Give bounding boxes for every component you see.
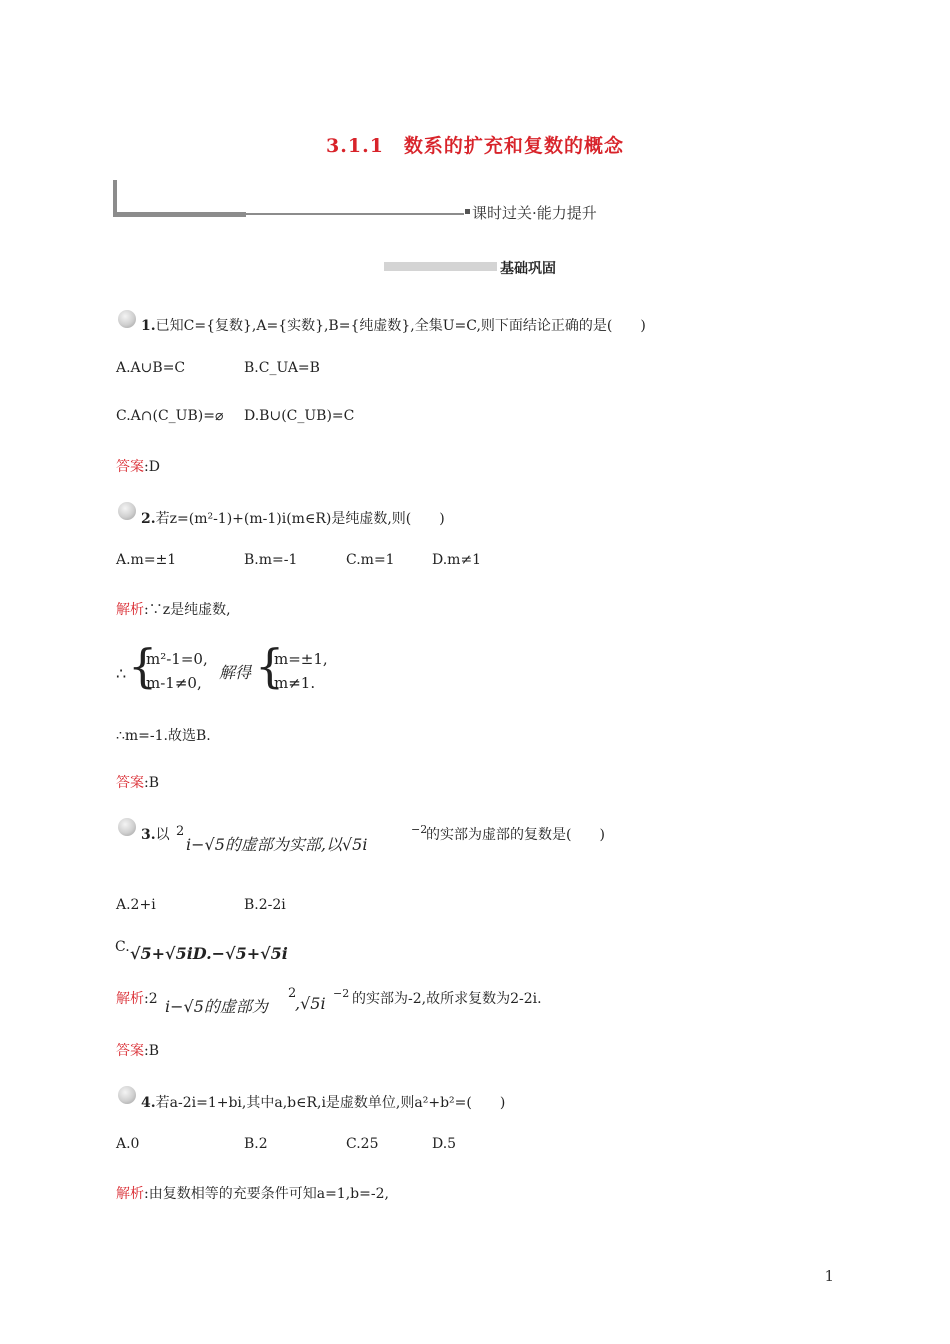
analysis-label: 解析 [116, 991, 144, 1007]
stem-post: 的实部为虚部的复数是( ) [426, 827, 605, 843]
answer-value: :B [144, 775, 160, 791]
analysis-post: 的实部为-2,故所求复数为2-2i. [352, 991, 542, 1007]
question-number: 2. [141, 511, 156, 527]
analysis-pre: :2 [144, 991, 158, 1007]
option-c: C.A∩(C_UB)=⌀ [116, 408, 224, 424]
left-brace: { [128, 639, 158, 693]
option-a: A.A∪B=C [116, 360, 186, 376]
option-c: C.25 [346, 1136, 379, 1152]
solve-word: 解得 [219, 663, 252, 682]
section-rule-thick [113, 212, 246, 217]
question-number: 1. [141, 318, 156, 334]
analysis-label: 解析 [116, 602, 144, 618]
page-title: 3.1.1 数系的扩充和复数的概念 [326, 135, 624, 157]
answer-line [116, 1040, 159, 1060]
analysis-math-2: ,√5i [295, 994, 326, 1013]
analysis-conclusion: ∴m=-1.故选B. [116, 728, 211, 744]
question-bullet-icon [118, 502, 136, 520]
option-a: A.0 [116, 1136, 140, 1152]
option-a: A.m=±1 [116, 552, 177, 568]
stem-math: i−√5的虚部为实部,以√5i [186, 835, 368, 854]
analysis-label: 解析 [116, 1186, 144, 1202]
analysis-text: :∵z是纯虚数, [144, 602, 231, 618]
analysis-math: i−√5的虚部为 [165, 997, 268, 1016]
question-1 [141, 315, 646, 335]
question-number: 3. [141, 827, 156, 843]
subsection-label: 基础巩固 [500, 261, 556, 277]
stem-exponent: −2 [411, 823, 428, 836]
system-right-1: m=±1, [274, 650, 328, 668]
answer-value: :B [144, 1043, 160, 1059]
system-right-2: m≠1. [274, 674, 316, 692]
analysis-num: 2 [288, 986, 297, 1001]
option-b: B.2-2i [244, 897, 286, 913]
analysis-text: :由复数相等的充要条件可知a=1,b=-2, [144, 1186, 389, 1202]
analysis-exponent: −2 [333, 987, 350, 1000]
section-square-icon [465, 209, 470, 214]
stem-pre: 以 [155, 827, 170, 843]
option-a: A.2+i [116, 897, 156, 913]
answer-value: :D [144, 459, 160, 475]
question-stem: 若z=(m²-1)+(m-1)i(m∈R)是纯虚数,则( ) [155, 511, 445, 527]
answer-label: 答案 [116, 459, 144, 475]
analysis-line [116, 1183, 389, 1203]
therefore-symbol: ∴ [116, 664, 127, 683]
analysis-line [116, 988, 158, 1008]
section-rule-vertical [113, 180, 117, 216]
option-c-prefix: C. [115, 939, 130, 955]
subsection-bar [384, 262, 497, 271]
answer-label: 答案 [116, 775, 144, 791]
answer-label: 答案 [116, 1043, 144, 1059]
option-d: D.B∪(C_UB)=C [244, 408, 355, 424]
option-d: D.5 [432, 1136, 457, 1152]
question-number: 4. [141, 1095, 156, 1111]
option-cd-math: √5+√5iD.−√5+√5i [130, 944, 288, 963]
option-b: B.C_UA=B [244, 360, 320, 376]
option-b: B.2 [244, 1136, 268, 1152]
question-stem: 若a-2i=1+bi,其中a,b∈R,i是虚数单位,则a²+b²=( ) [155, 1095, 506, 1111]
stem-num: 2 [176, 824, 185, 839]
question-bullet-icon [118, 1086, 136, 1104]
right-brace: { [255, 639, 285, 693]
question-4 [141, 1092, 505, 1112]
question-bullet-icon [118, 310, 136, 328]
analysis-line [116, 599, 231, 619]
question-2 [141, 508, 445, 528]
question-stem: 已知C={复数},A={实数},B={纯虚数},全集U=C,则下面结论正确的是( ) [155, 318, 646, 334]
answer-line [116, 772, 159, 792]
option-b: B.m=-1 [244, 552, 298, 568]
page-number: 1 [824, 1267, 834, 1285]
question-bullet-icon [118, 818, 136, 836]
option-d: D.m≠1 [432, 552, 482, 568]
question-3 [141, 824, 170, 844]
system-left-1: m²-1=0, [146, 650, 208, 668]
section-rule-thin [246, 213, 464, 215]
system-left-2: m-1≠0, [146, 674, 202, 692]
option-c: C.m=1 [346, 552, 395, 568]
section-label: 课时过关·能力提升 [472, 204, 597, 222]
answer-line [116, 456, 160, 476]
